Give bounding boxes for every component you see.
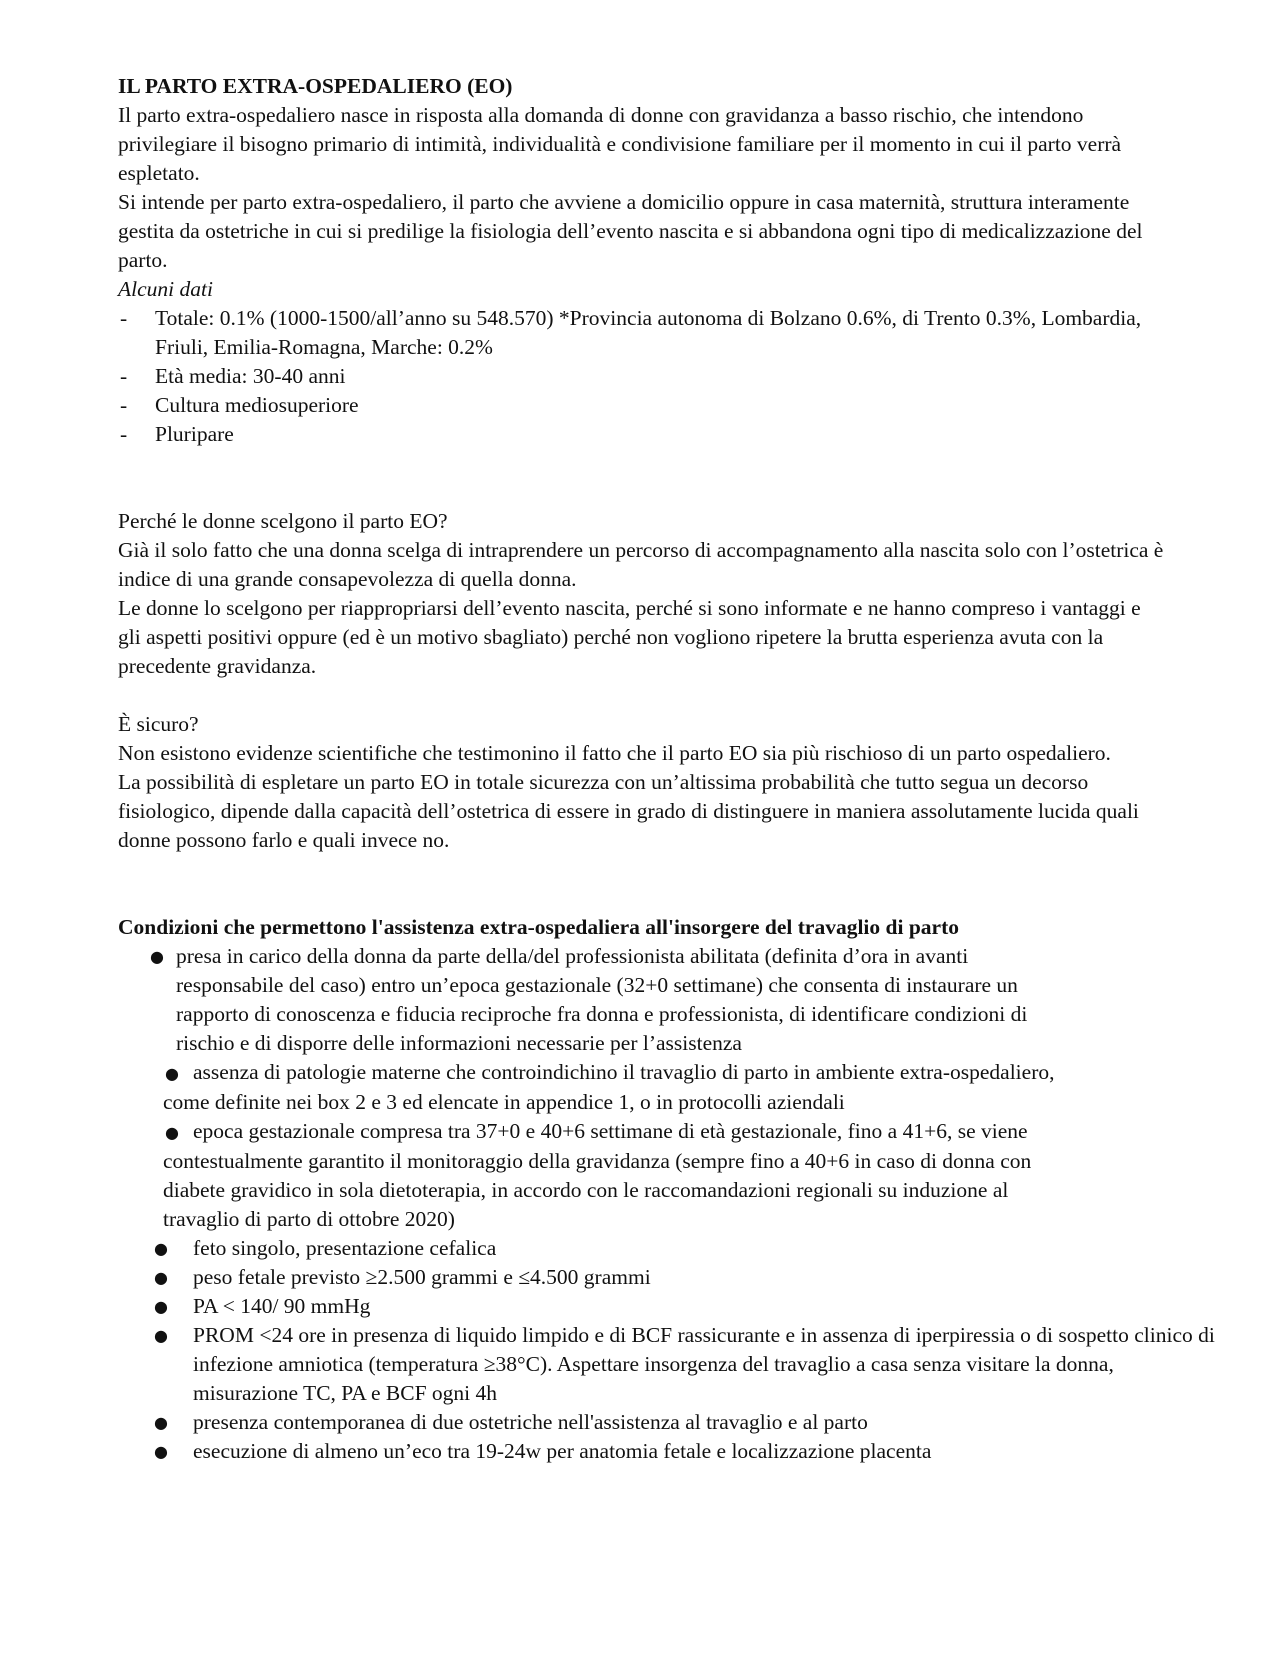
intro-paragraph-2: Si intende per parto extra-ospedaliero, il parto che avviene a domicilio oppure in casa maternità, struttura interamente gestita da ostetriche in cui si predilige la fisiologia dell’evento nascita e si abbandona ogni tipo di medicalizzazione del parto. xyxy=(118,190,1143,272)
condition-item xyxy=(118,1117,1063,1234)
intro-paragraph-1: Il parto extra-ospedaliero nasce in risposta alla domanda di donne con gravidanza a basso rischio, che intendono privilegiare il bisogno primario di intimità, individualità e condivisione familiare per il momento in cui il parto verrà espletato. xyxy=(118,103,1122,185)
safe-paragraph-1: Non esistono evidenze scientifiche che testimonino il fatto che il parto EO sia più rischioso di un parto ospedaliero. xyxy=(118,741,1111,765)
condition-text: PROM <24 ore in presenza di liquido limpido e di BCF rassicurante e in assenza di iperpiressia o di sospetto clinico di infezione amniotica (temperatura ≥38°C). Aspettare insorgenza del travaglio a casa senza visitare la donna, misurazione TC, PA e BCF ogni 4h xyxy=(193,1323,1215,1405)
list-item: - Età media: 30-40 anni xyxy=(118,362,1168,391)
why-question: Perché le donne scelgono il parto EO? xyxy=(118,509,448,533)
list-item xyxy=(118,1321,1223,1408)
condition-text: peso fetale previsto ≥2.500 grammi e ≤4.500 grammi xyxy=(193,1265,651,1289)
conditions-list xyxy=(118,1234,1215,1466)
document-page xyxy=(118,72,1215,1466)
why-paragraph-1: Già il solo fatto che una donna scelga di intraprendere un percorso di accompagnamento alla nascita solo con l’ostetrica è indice di una grande consapevolezza di quella donna. xyxy=(118,538,1164,591)
list-item: - Cultura mediosuperiore xyxy=(118,391,1168,420)
page-title: IL PARTO EXTRA-OSPEDALIERO (EO) xyxy=(118,74,513,98)
condition-text: esecuzione di almeno un’eco tra 19-24w per anatomia fetale e localizzazione placenta xyxy=(193,1439,932,1463)
list-item xyxy=(118,1408,1223,1437)
condition-item xyxy=(118,942,1076,1058)
bullet-icon: ● xyxy=(154,1326,168,1345)
condition-text: assenza di patologie materne che controindichino il travaglio di parto in ambiente extra-ospedaliero, come definite nei box 2 e 3 ed elencate in appendice 1, o in protocolli aziendali xyxy=(163,1060,1055,1114)
bullet-icon: ● xyxy=(150,947,164,966)
data-list xyxy=(118,304,1168,449)
condition-text: epoca gestazionale compresa tra 37+0 e 40+6 settimane di età gestazionale, fino a 41+6, se viene contestualmente garantito il monitoraggio della gravidanza (sempre fino a 40+6 in caso di donna con diabete gravidico in sola dietoterapia, in accordo con le raccomandazioni regionali su induzione al travaglio di parto di ottobre 2020) xyxy=(163,1119,1032,1231)
condition-text: presa in carico della donna da parte della/del professionista abilitata (definita d’ora in avanti responsabile del caso) entro un’epoca gestazionale (32+0 settimane) che consenta di instaurare un rapporto di conoscenza e fiducia reciproche fra donna e professionista, di identificare condizioni di rischio e di disporre delle informazioni necessarie per l’assistenza xyxy=(176,944,1028,1055)
list-item xyxy=(118,1263,1223,1292)
condition-text: presenza contemporanea di due ostetriche nell'assistenza al travaglio e al parto xyxy=(193,1410,868,1434)
safe-question: È sicuro? xyxy=(118,712,199,736)
condition-item xyxy=(118,1058,1063,1117)
condition-text: PA < 140/ 90 mmHg xyxy=(193,1294,371,1318)
bullet-icon: ● xyxy=(154,1413,168,1432)
list-item xyxy=(118,1292,1223,1321)
list-item xyxy=(118,1234,1223,1263)
bullet-icon: ● xyxy=(165,1123,179,1142)
bullet-icon: ● xyxy=(154,1297,168,1316)
condition-text: feto singolo, presentazione cefalica xyxy=(193,1236,497,1260)
bullet-icon: ● xyxy=(154,1268,168,1287)
conditions-heading: Condizioni che permettono l'assistenza extra-ospedaliera all'insorgere del travaglio di parto xyxy=(118,915,959,939)
list-item: - Totale: 0.1% (1000-1500/all’anno su 548.570) *Provincia autonoma di Bolzano 0.6%, di Trento 0.3%, Lombardia, Friuli, Emilia-Romagna, Marche: 0.2% xyxy=(118,304,1168,362)
bullet-icon: ● xyxy=(165,1064,179,1083)
bullet-icon: ● xyxy=(154,1239,168,1258)
spacer xyxy=(118,855,1168,913)
data-heading: Alcuni dati xyxy=(118,277,213,301)
list-item xyxy=(118,1437,1223,1466)
spacer xyxy=(118,681,1168,710)
spacer xyxy=(118,449,1168,507)
bullet-icon: ● xyxy=(154,1442,168,1461)
safe-paragraph-2: La possibilità di espletare un parto EO in totale sicurezza con un’altissima probabilità che tutto segua un decorso fisiologico, dipende dalla capacità dell’ostetrica di essere in grado di distinguere in maniera assolutamente lucida quali donne possono farlo e quali invece no. xyxy=(118,770,1139,852)
why-paragraph-2: Le donne lo scelgono per riappropriarsi dell’evento nascita, perché si sono informate e ne hanno compreso i vantaggi e gli aspetti positivi oppure (ed è un motivo sbagliato) perché non vogliono ripetere la brutta esperienza avuta con la precedente gravidanza. xyxy=(118,596,1141,678)
list-item: - Pluripare xyxy=(118,420,1168,449)
